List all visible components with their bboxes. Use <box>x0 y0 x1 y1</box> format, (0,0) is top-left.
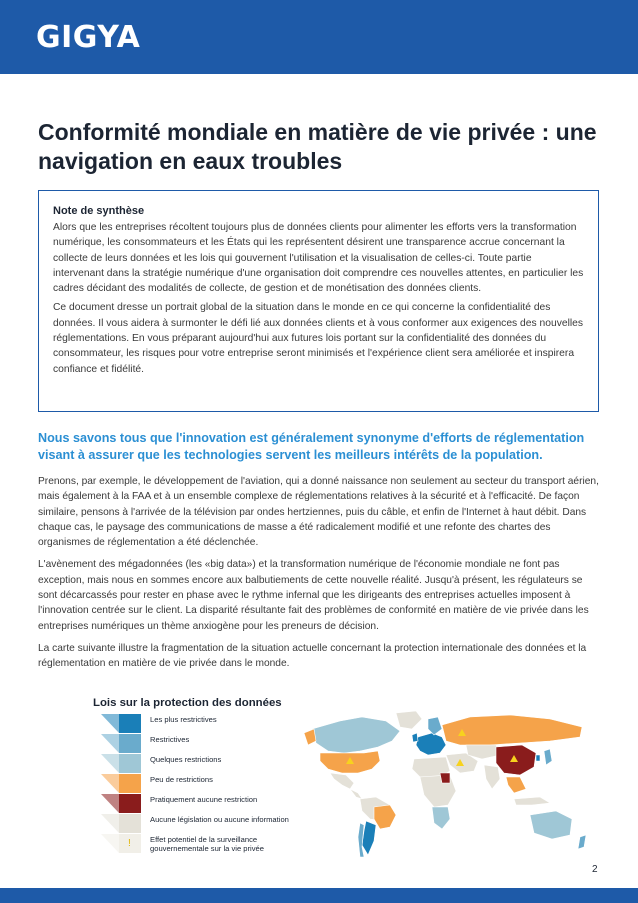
map-region-alaska <box>304 729 316 745</box>
swatch-fold <box>101 794 119 813</box>
map-region-uk <box>412 733 418 742</box>
summary-heading: Note de synthèse <box>53 205 145 217</box>
swatch-fold <box>101 714 119 733</box>
body-paragraph-3: La carte suivante illustre la fragmentation de la situation actuelle concernant la protection internationale des données et la réglementation en matière de vie privée dans le monde. <box>38 642 587 670</box>
map-region-central-america <box>350 789 362 799</box>
legend-label: Pratiquement aucune restriction <box>150 795 258 804</box>
swatch-fold <box>101 734 119 753</box>
map-region-europe <box>416 733 446 755</box>
legend-label: Les plus restrictives <box>150 715 217 724</box>
swatch-fold <box>101 814 119 833</box>
legend-label: Effet potentiel de la surveillance gouvernementale sur la vie privée <box>150 835 264 853</box>
legend-swatch-surveillance <box>101 834 141 853</box>
map-region-japan <box>544 749 552 765</box>
swatch-fold <box>101 834 119 853</box>
map-region-canada <box>312 717 400 753</box>
summary-paragraph-1: Alors que les entreprises récoltent toujours plus de données clients pour alimenter les efforts vers la transformation numérique, les consommateurs et les États qui les représentent désirent une transparence accrue concernant la collecte de leurs données et les lois qui gouvernent l'utilisation et la visualisation de celles-ci. Toute partie intervenant dans la stratégie numérique d'une organisation doit comprendre ces nouvelles attentes, en particulier les cadres décidant des modalités de collecte, de gestion et de monétisation des données clients. <box>53 222 584 295</box>
legend-label: Quelques restrictions <box>150 755 222 764</box>
legend-label: Restrictives <box>150 735 190 744</box>
map-region-greenland <box>396 711 422 729</box>
swatch-color <box>119 754 141 773</box>
map-region-sudan <box>440 773 450 783</box>
summary-paragraph-2: Ce document dresse un portrait global de la situation dans le monde en ce qui concerne la confidentialité des données. Il vous aidera à surmonter le défi lié aux données clients et à vous conformer aux exigences des nouvelles réglementations. En vous préparant aujourd'hui aux futures lois portant sur la confidentialité des données du consommateur, les risques pour votre entreprise seront minimisés et l'expérience client sera améliorée et inspirera confiance et fidélité. <box>53 302 584 375</box>
warning-triangle-icon: ! <box>128 838 131 849</box>
page-number: 2 <box>592 864 598 875</box>
map-region-southeast-asia <box>506 777 526 793</box>
swatch-fold <box>101 774 119 793</box>
map-region-mexico <box>330 773 354 789</box>
legend-swatches <box>101 714 141 854</box>
page-title: Conformité mondiale en matière de vie privée : une navigation en eaux troubles <box>38 119 597 174</box>
highlight-statement: Nous savons tous que l'innovation est généralement synonyme d'efforts de réglementation visant à assurer que les technologies servent les meilleurs intérêts de la population. <box>38 431 585 462</box>
legend-swatch-no-legislation <box>101 814 141 833</box>
legend-label: Aucune législation ou aucune information <box>150 815 289 824</box>
footer-bar <box>0 888 638 903</box>
header-bar <box>0 0 638 74</box>
swatch-color <box>119 794 141 813</box>
summary-box <box>38 190 599 412</box>
swatch-color <box>119 774 141 793</box>
map-region-korea <box>536 755 540 761</box>
legend-labels <box>150 716 300 856</box>
body-paragraph-1: Prenons, par exemple, le développement de l'aviation, qui a donné naissance non seulement au secteur du transport aérien, mais également à la FAA et à un ensemble complexe de réglementations relatives à la sécurité et à l'efficacité. De façon similaire, pensons à l'arrivée de la télévision par ondes hertziennes, puis du câble, et enfin de l'Internet à haut débit. Dans chaque cas, le paysage des communications de masse a été radicalement modifié et une refonte des chartes des organismes de réglementation a été déclenchée. <box>38 476 599 549</box>
swatch-color <box>119 734 141 753</box>
legend-title: Lois sur la protection des données <box>93 697 282 709</box>
map-region-brazil <box>374 805 396 829</box>
legend-swatch-few-restrictions <box>101 774 141 793</box>
gigya-logo: GIGYA <box>36 20 141 55</box>
legend-label: Peu de restrictions <box>150 775 213 784</box>
world-privacy-map <box>300 707 600 862</box>
legend-swatch-almost-no-restriction <box>101 794 141 813</box>
swatch-fold <box>101 754 119 773</box>
map-region-indonesia <box>514 797 550 805</box>
map-region-russia <box>442 715 582 745</box>
swatch-color <box>119 814 141 833</box>
legend-swatch-some-restrictions <box>101 754 141 773</box>
map-region-scandinavia <box>428 717 442 735</box>
body-paragraph-2: L'avènement des mégadonnées (les «big data») et la transformation numérique de l'économie mondiale ne font pas exception, mais nous en sommes encore aux balbutiements de cette nouvelle réalité. Jusqu'à présent, les régulateurs se sont décarcassés pour rester en phase avec le rythme infernal que les dirigeants des entreprises actuelles imposent à l'innovation centrée sur le client. La disparité résultante fait des problèmes de conformité en matière de vie privée dans les entreprises numériques un thème anxiogène pour les preneurs de décision. <box>38 559 589 632</box>
map-region-new-zealand <box>578 835 586 849</box>
legend-swatch-restrictive <box>101 734 141 753</box>
legend-swatch-most-restrictive <box>101 714 141 733</box>
map-region-central-africa <box>420 775 456 807</box>
map-region-southern-africa <box>432 807 450 829</box>
body-text <box>38 474 604 679</box>
swatch-color <box>119 714 141 733</box>
map-region-india <box>484 765 500 789</box>
map-region-australia <box>530 811 572 839</box>
